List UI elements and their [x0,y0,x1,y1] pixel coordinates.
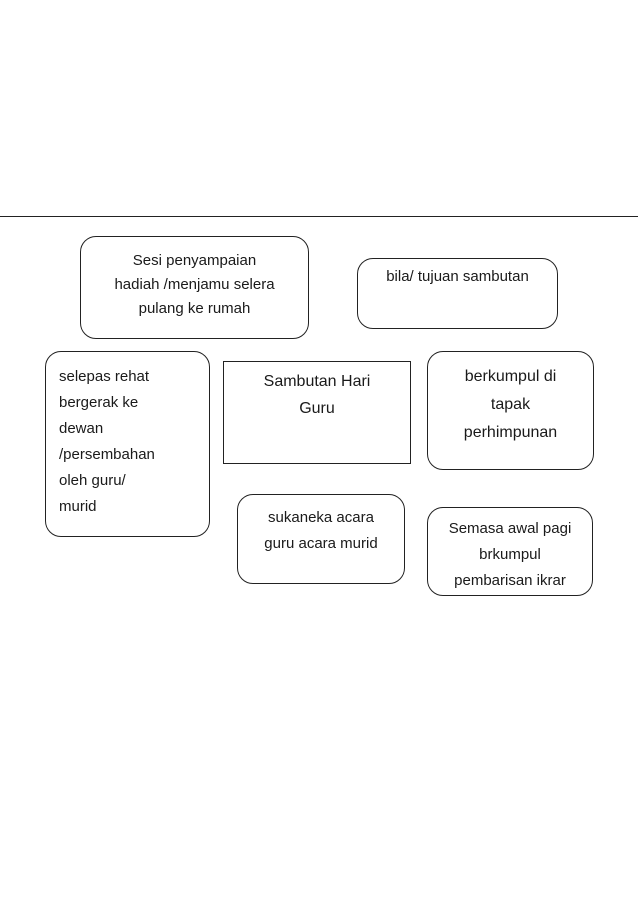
node-sukaneka-label: sukaneka acara guru acara murid [264,509,378,552]
horizontal-divider [0,216,638,217]
node-semasa-awal-pagi [427,507,593,596]
node-sesi-penyampaian [80,236,309,339]
node-berkumpul-label: berkumpul di tapak perhimpunan [463,368,558,441]
node-selepas-rehat [45,351,210,537]
node-sukaneka [237,494,405,584]
node-semasa-label: Semasa awal pagi brkumpul pembarisan ikrar [448,520,572,589]
node-selepas-label: selepas rehat bergerak ke dewan /persembahan oleh guru/ murid [59,368,155,515]
node-sesi-label: Sesi penyampaian hadiah /menjamu selera pulang ke rumah [114,252,275,317]
central-node-label: Sambutan Hari Guru [263,373,371,417]
central-node [223,361,411,464]
node-berkumpul [427,351,594,470]
node-bila-tujuan [357,258,558,329]
node-bila-label: bila/ tujuan sambutan [386,268,529,285]
